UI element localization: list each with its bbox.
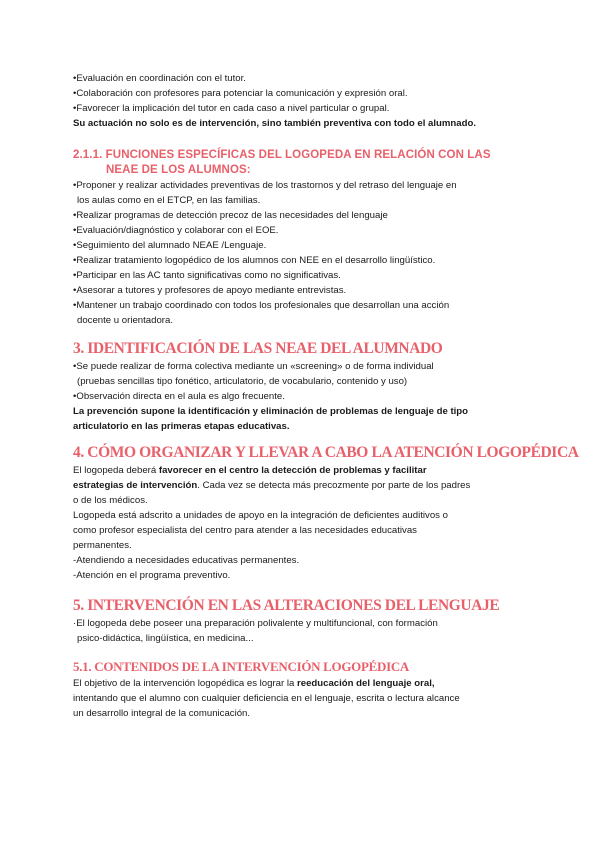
paragraph-line xyxy=(73,478,533,493)
paragraph-line xyxy=(73,463,533,478)
list-item: •Asesorar a tutores y profesores de apoyo mediante entrevistas. xyxy=(73,285,347,296)
text-run: El objetivo de la intervención logopédica es lograr la xyxy=(73,678,297,689)
intro-line: •Colaboración con profesores para potenciar la comunicación y expresión oral. xyxy=(73,88,408,99)
list-item: •Participar en las AC tanto significativas como no significativas. xyxy=(73,270,341,281)
paragraph-line: -Atendiendo a necesidades educativas permanentes. xyxy=(73,555,300,566)
list-item: •Observación directa en el aula es algo frecuente. xyxy=(73,391,285,402)
intro-line: •Evaluación en coordinación con el tutor. xyxy=(73,73,246,84)
list-item: •Realizar tratamiento logopédico de los alumnos con NEE en el desarrollo lingüístico. xyxy=(73,255,436,266)
paragraph-line: -Atención en el programa preventivo. xyxy=(73,570,231,581)
heading-section-5: 5. INTERVENCIÓN EN LAS ALTERACIONES DEL LENGUAJE xyxy=(73,597,500,614)
paragraph-line: Logopeda está adscrito a unidades de apoyo en la integración de deficientes auditivos o xyxy=(73,510,448,521)
bold-line: articulatorio en las primeras etapas educativas. xyxy=(73,421,290,432)
bold-run: favorecer en el centro la detección de problemas y facilitar xyxy=(158,465,427,476)
paragraph-line: psico-didáctica, lingüística, en medicina... xyxy=(77,633,254,644)
document-page xyxy=(73,71,579,721)
intro-bold-line: Su actuación no solo es de intervención, sino también preventiva con todo el alumnado. xyxy=(73,118,477,129)
list-item: •Proponer y realizar actividades preventivas de los trastornos y del retraso del lenguaje en xyxy=(73,180,457,191)
list-item: •Mantener un trabajo coordinado con todos los profesionales que desarrollan una acción xyxy=(73,300,450,311)
bold-run: reeducación del lenguaje oral, xyxy=(297,678,435,689)
paragraph-line: intentando que el alumno con cualquier deficiencia en el lenguaje, escrita o lectura alcance xyxy=(73,693,460,704)
paragraph-line: un desarrollo integral de la comunicación. xyxy=(73,708,251,719)
paragraph-line: ·El logopeda debe poseer una preparación polivalente y multifuncional, con formación xyxy=(73,618,438,629)
list-item: •Realizar programas de detección precoz de las necesidades del lenguaje xyxy=(73,210,388,221)
paragraph-line: o de los médicos. xyxy=(73,495,148,506)
heading-section-5-1: 5.1. CONTENIDOS DE LA INTERVENCIÓN LOGOPÉDICA xyxy=(73,659,410,674)
text-run: . Cada vez se detecta más precozmente por parte de los padres xyxy=(197,480,471,491)
bold-line: La prevención supone la identificación y eliminación de problemas de lenguaje de tipo xyxy=(73,406,469,417)
intro-line: •Favorecer la implicación del tutor en cada caso a nivel particular o grupal. xyxy=(73,103,390,114)
list-item: docente u orientadora. xyxy=(77,315,174,326)
heading-section-3: 3. IDENTIFICACIÓN DE LAS NEAE DEL ALUMNADO xyxy=(73,340,443,357)
heading-section-4: 4. CÓMO ORGANIZAR Y LLEVAR A CABO LA ATENCIÓN LOGOPÉDICA xyxy=(73,444,579,461)
list-item: •Seguimiento del alumnado NEAE /Lenguaje. xyxy=(73,240,267,251)
heading-2-1-1-line1: 2.1.1. FUNCIONES ESPECÍFICAS DEL LOGOPEDA EN RELACIÓN CON LAS xyxy=(73,149,491,161)
list-item: •Se puede realizar de forma colectiva mediante un «screening» o de forma individual xyxy=(73,361,434,372)
paragraph-line: como profesor especialista del centro para atender a las necesidades educativas xyxy=(73,525,417,536)
paragraph-line xyxy=(73,676,533,691)
list-item: (pruebas sencillas tipo fonético, articulatorio, de vocabulario, contenido y uso) xyxy=(77,376,408,387)
bold-run: estrategias de intervención xyxy=(73,480,198,491)
heading-2-1-1-line2: NEAE DE LOS ALUMNOS: xyxy=(106,164,251,176)
text-run: El logopeda deberá xyxy=(73,465,159,476)
list-item: •Evaluación/diagnóstico y colaborar con el EOE. xyxy=(73,225,279,236)
heading-2-1-1 xyxy=(73,148,533,178)
paragraph-line: permanentes. xyxy=(73,540,132,551)
list-item: los aulas como en el ETCP, en las familias. xyxy=(77,195,261,206)
